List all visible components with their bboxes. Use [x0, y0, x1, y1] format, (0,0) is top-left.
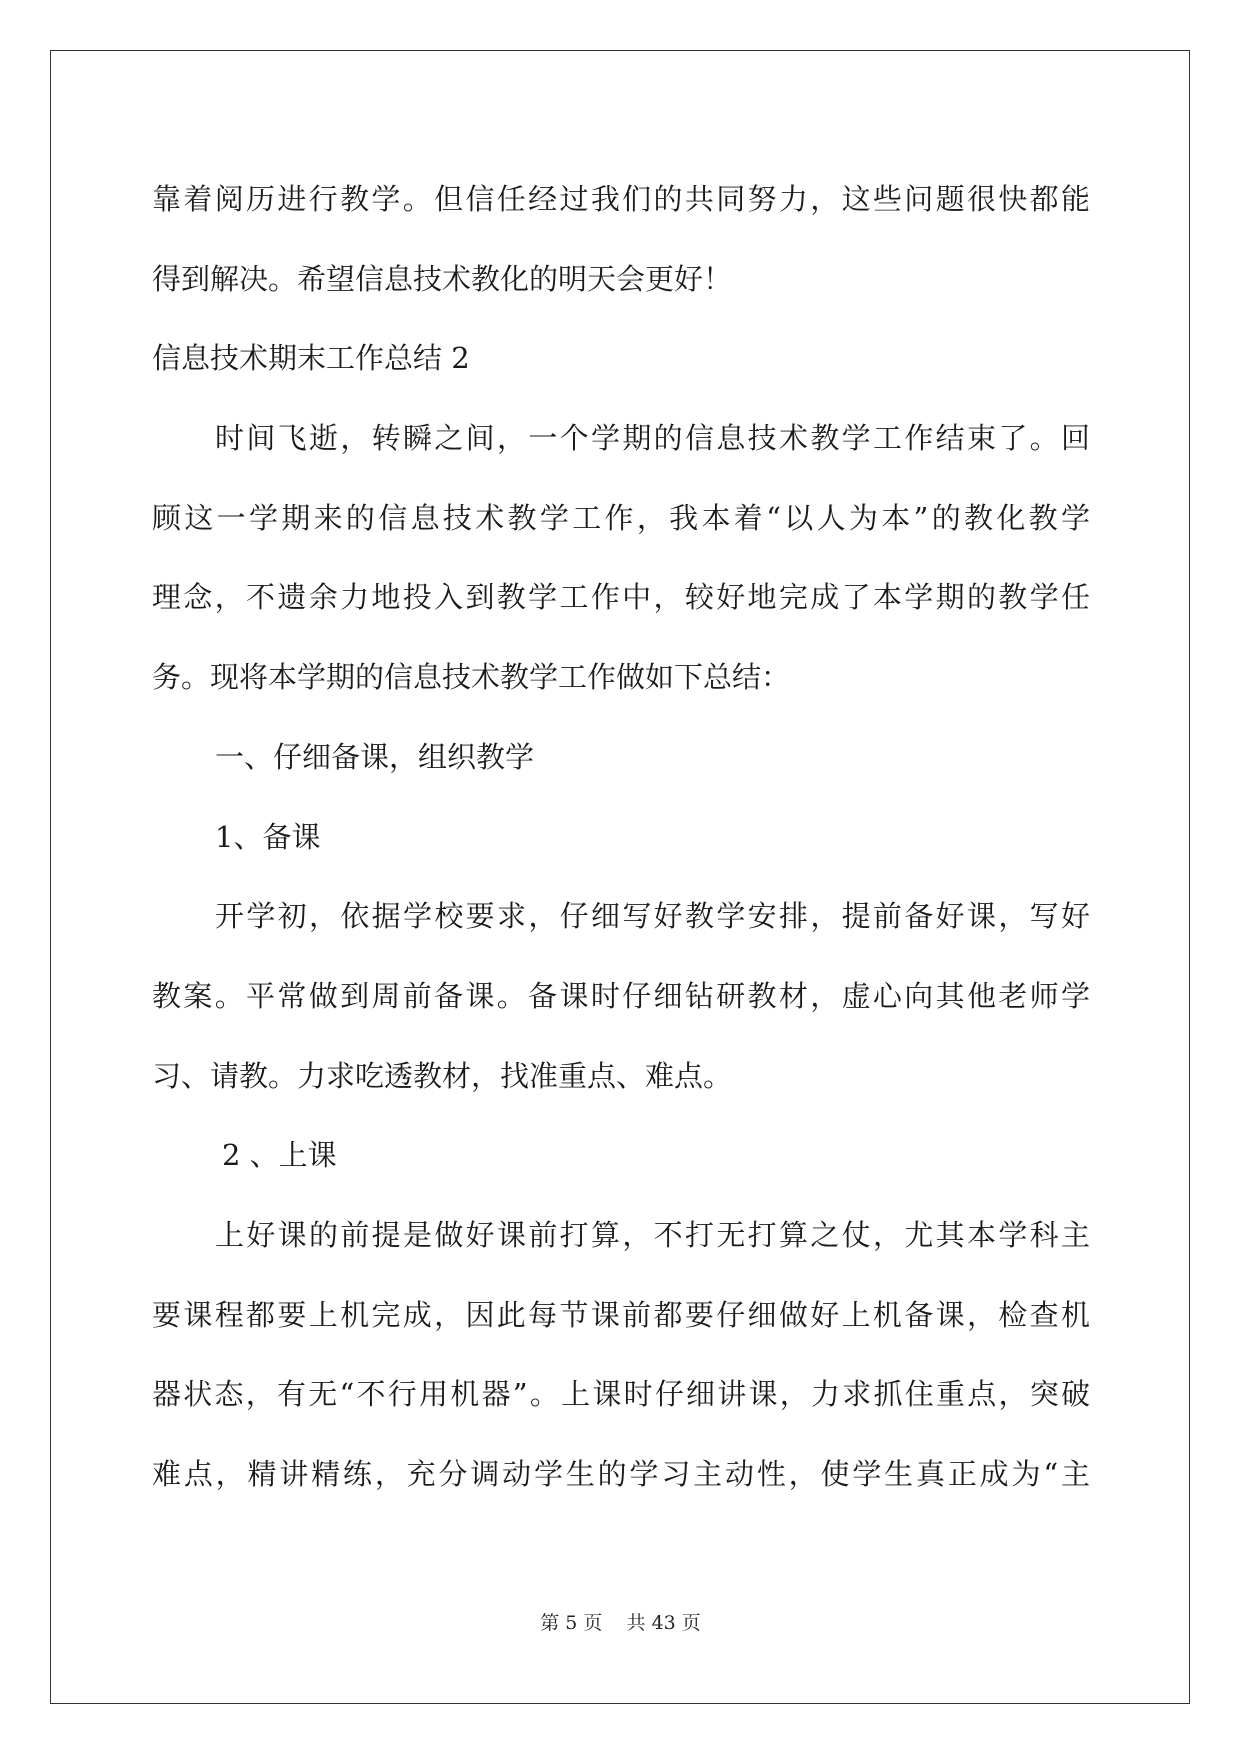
- page-number: 第 5 页 共 43 页: [540, 1612, 701, 1634]
- subheading: 一、仔细备课，组织教学: [215, 739, 535, 774]
- paragraph-line: 时间飞逝，转瞬之间，一个学期的信息技术教学工作结束了。回: [215, 421, 1090, 456]
- paragraph-line: 教案。平常做到周前备课。备课时仔细钻研教材，虚心向其他老师学: [152, 978, 1090, 1013]
- paragraph-line: 难点，精讲精练，充分调动学生的学习主动性，使学生真正成为“主: [152, 1457, 1090, 1491]
- subheading: 1、备课: [215, 819, 321, 854]
- paragraph-line: 要课程都要上机完成，因此每节课前都要仔细做好上机备课，检查机: [152, 1297, 1090, 1332]
- document-body: [152, 160, 1090, 1515]
- subheading: 2 、上课: [222, 1138, 337, 1173]
- section-heading: 信息技术期末工作总结 2: [152, 341, 470, 376]
- paragraph-line: 顾这一学期来的信息技术教学工作，我本着“以人为本”的教化教学: [152, 500, 1090, 535]
- page-footer: [0, 1608, 1241, 1635]
- paragraph-line: 开学初，依据学校要求，仔细写好教学安排，提前备好课，写好: [215, 899, 1090, 934]
- paragraph-line: 上好课的前提是做好课前打算，不打无打算之仗，尤其本学科主: [215, 1217, 1090, 1252]
- paragraph-line: 习、请教。力求吃透教材，找准重点、难点。: [152, 1058, 733, 1093]
- paragraph-line: 理念，不遗余力地投入到教学工作中，较好地完成了本学期的教学任: [152, 580, 1090, 615]
- paragraph-line: 靠着阅历进行教学。但信任经过我们的共同努力，这些问题很快都能: [152, 182, 1090, 216]
- paragraph-line: 得到解决。希望信息技术教化的明天会更好！: [152, 261, 733, 296]
- paragraph-line: 务。现将本学期的信息技术教学工作做如下总结：: [152, 660, 791, 695]
- paragraph-line: 器状态，有无“不行用机器”。上课时仔细讲课，力求抓住重点，突破: [152, 1377, 1090, 1412]
